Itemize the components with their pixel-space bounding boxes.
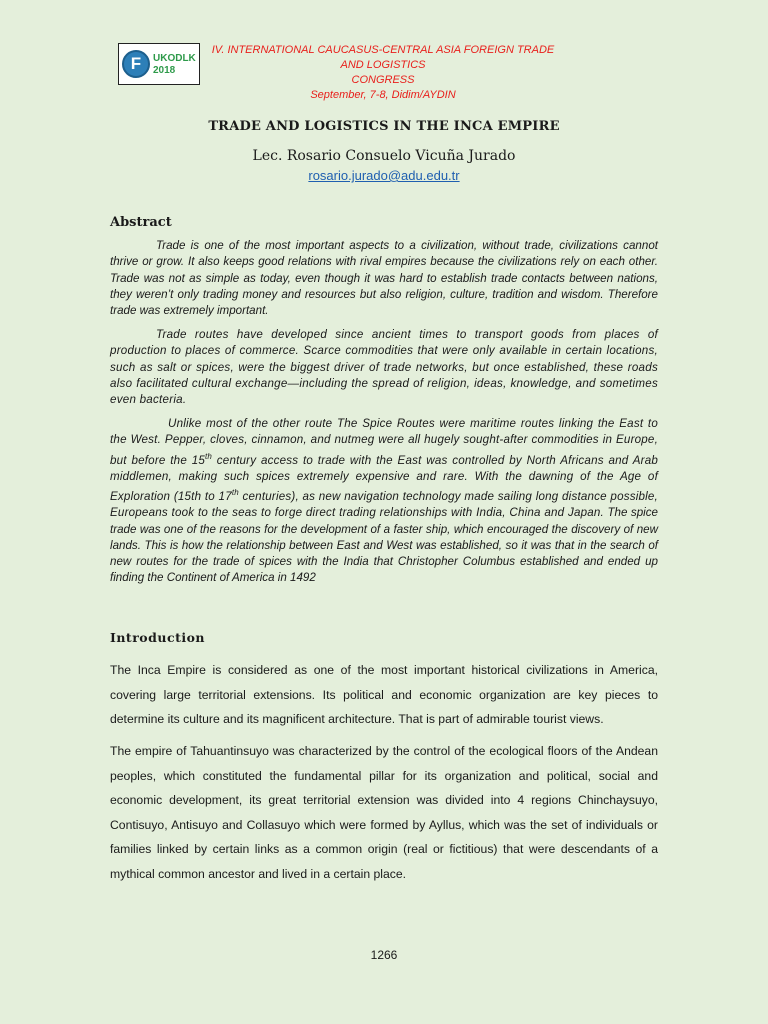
abstract-p3-sup-1: th [205, 451, 213, 461]
introduction-paragraph-2: The empire of Tahuantinsuyo was characterized by the control of the ecological floors of the Andean peoples, which constituted the fundamental pillar for its organization and political, social and economic development, its great territorial extension was divided into 4 regions Chinchaysuyo, Contisuyo, Antisuyo and Collasuyo which were formed by Ayllus, which was the set of individuals or families linked by certain links as a common origin (real or fictitious) that were descendants of a mythical common ancestor and lived in a certain place. [110, 744, 658, 881]
logo-emblem-icon [122, 50, 150, 78]
abstract-paragraph-1 [110, 238, 658, 319]
paper-author: Lec. Rosario Consuelo Vicuña Jurado [252, 148, 516, 164]
abstract-paragraph-3 [110, 416, 658, 587]
logo-line-2: 2018 [153, 65, 176, 76]
abstract-paragraph-2 [110, 327, 658, 408]
abstract-heading: Abstract [110, 215, 172, 230]
abstract-p2-text: Trade routes have developed since ancient times to transport goods from places of production to places of commerce. Scarce commodities that were only available in certain locations, such as salt or spices, were the biggest driver of trade networks, but once established, these roads also facilitated cultural exchange—including the spread of religion, ideas, knowledge, and sometimes even bacteria. [110, 328, 658, 407]
conference-logo [118, 43, 200, 85]
page-number: 1266 [370, 948, 398, 962]
introduction-heading: Introduction [110, 630, 206, 645]
author-email-link[interactable]: rosario.jurado@adu.edu.tr [308, 168, 460, 183]
abstract-p3-part-a: Unlike most of the other route The Spice Routes were maritime routes linking the East to the West. Pepper, cloves, cinnamon, and nutmeg were all hugely sought-after commodities in Europe, but before the 15 [110, 417, 658, 467]
logo-line-1: UKODLK [153, 53, 196, 64]
abstract-p3-part-d: The spice trade was one of the reasons for the development of a faster ship, which encouraged the discovery of new lands. This is how the relationship between East and West was established, so it was that in the search of new routes for the trade of spices with the India that Christopher Columbus established and ended up finding the Continent of America in 1492 [110, 506, 658, 585]
conference-line-3: September, 7-8, Didim/AYDIN [310, 89, 456, 101]
abstract-p3-sup-2: th [231, 488, 239, 498]
logo-letter: F [130, 54, 142, 73]
conference-line-2: CONGRESS [351, 74, 415, 86]
introduction-paragraph-1: The Inca Empire is considered as one of the most important historical civilizations in America, covering large territorial extensions. Its political and economic organization are key pieces to determine its culture and its magnificent architecture. That is part of admirable tourist views. [110, 663, 658, 726]
abstract-p3-part-c: centuries), as new navigation technology made sailing long distance possible, Europeans took to the seas to forge direct trading relationships with India, China and Japan. [110, 489, 658, 520]
conference-line-1: IV. INTERNATIONAL CAUCASUS-CENTRAL ASIA FOREIGN TRADE AND LOGISTICS [211, 44, 555, 71]
paper-title: TRADE AND LOGISTICS IN THE INCA EMPIRE [208, 119, 560, 134]
logo-text [153, 53, 196, 77]
conference-header [210, 43, 556, 103]
abstract-p3-part-b: century access to trade with the East was controlled by North Africans and Arab middlemen, making such spices extremely expensive and rare. With the dawning of the Age of Exploration (15th to 17 [110, 453, 658, 503]
abstract-p1-text: Trade is one of the most important aspects to a civilization, without trade, civilizations cannot thrive or grow. It also keeps good relations with rival empires because the civilizations rely on each other. Trade was not as simple as today, even though it was hard to establish trade contacts between nations, they weren’t only trading money and resources but also religion, culture, tradition and wisdom. Therefore trade was extremely important. [110, 239, 658, 318]
